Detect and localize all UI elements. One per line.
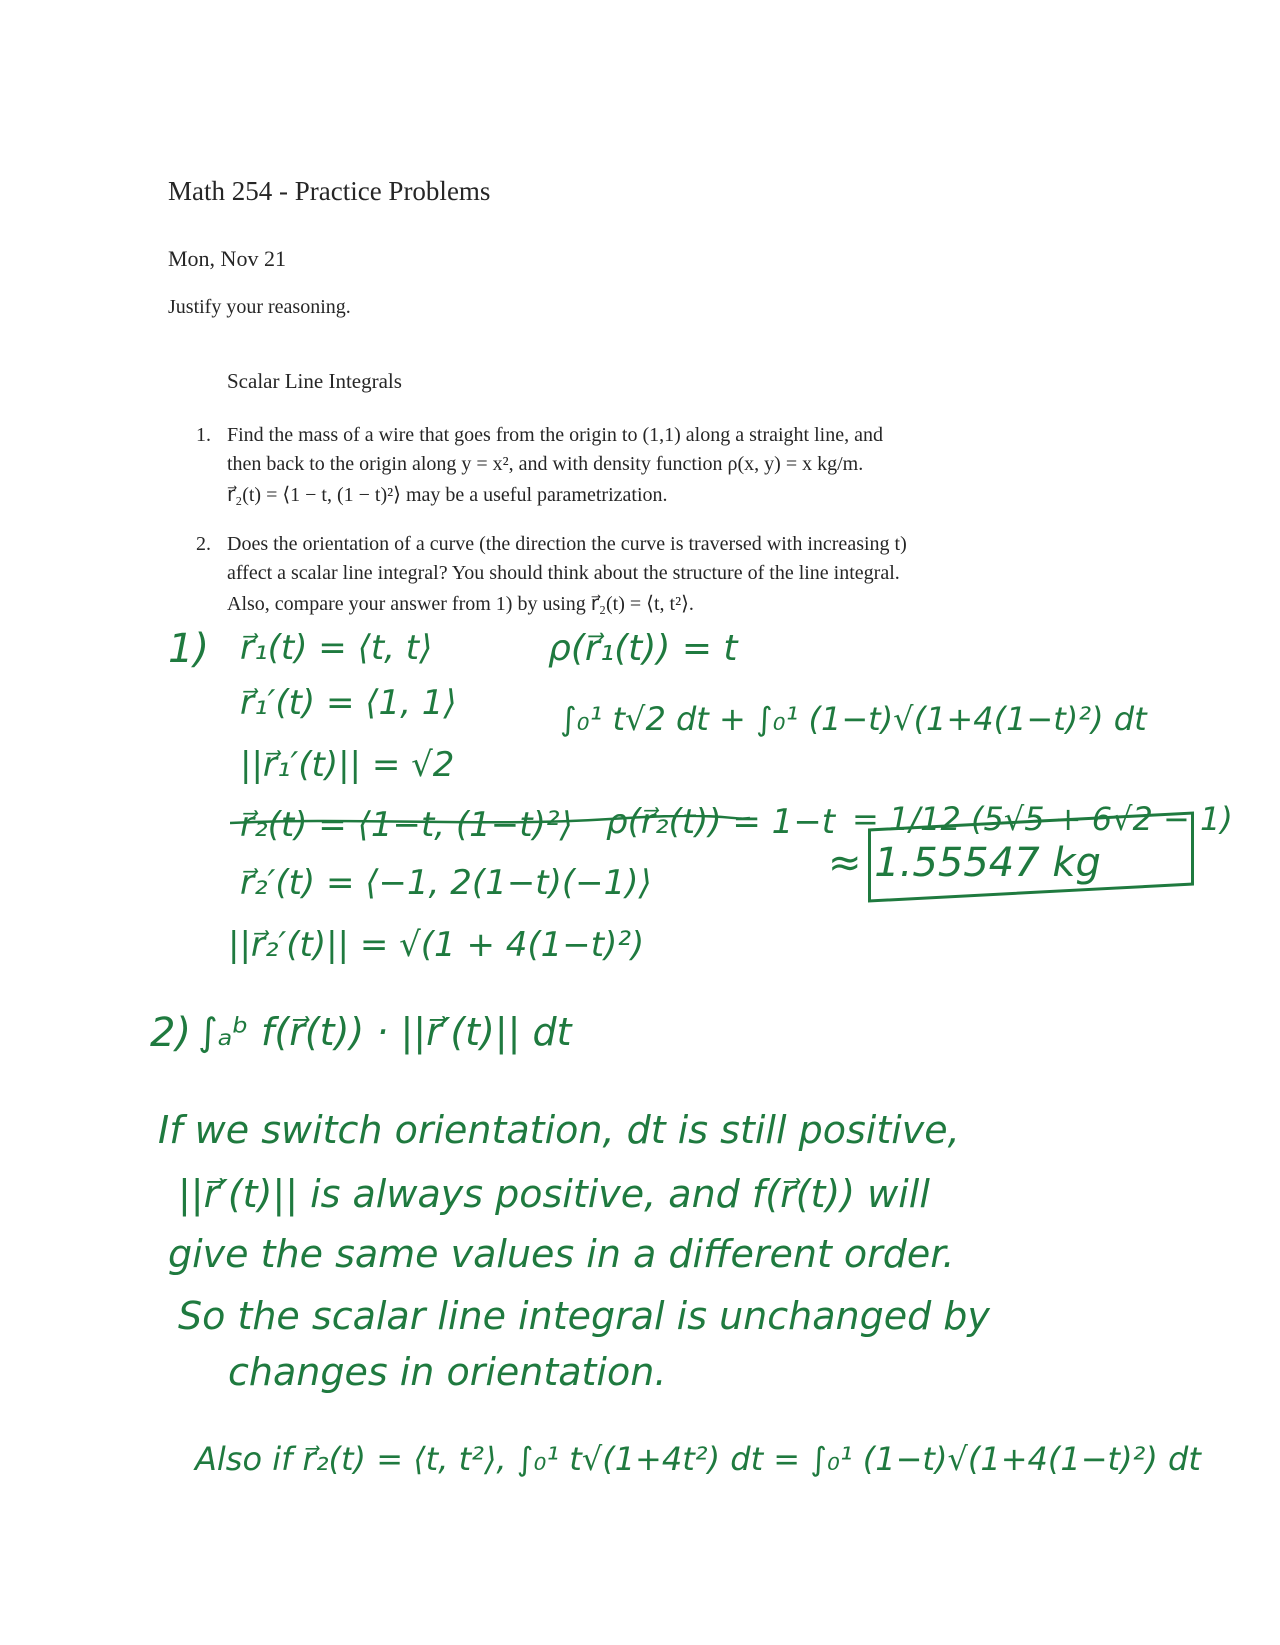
solution-2-line-2: ||r⃗′(t)|| is always positive, and f(r⃗(t)) will [178,1172,930,1216]
solution-1-approx-answer: ≈ 1.55547 kg [828,840,1101,886]
problem-2-line-1: Does the orientation of a curve (the direction the curve is traversed with increasing t) [227,533,907,555]
solution-1-norm1: ||r⃗₁′(t)|| = √2 [240,745,455,785]
problem-1-number: 1. [196,424,211,446]
solution-1-rho1: ρ(r⃗₁(t)) = t [548,628,738,669]
problem-1-line-3: r⃗₂(t) = ⟨1 − t, (1 − t)²⟩ may be a useful parametrization. [227,484,668,506]
solution-2-line-6: Also if r⃗₂(t) = ⟨t, t²⟩, ∫₀¹ t√(1+4t²) dt = ∫₀¹ (1−t)√(1+4(1−t)²) dt [195,1440,1201,1478]
solution-1-rho2: ρ(r⃗₂(t)) = 1−t [606,802,836,842]
problem-1-line-1: Find the mass of a wire that goes from the origin to (1,1) along a straight line, and [227,424,883,446]
problem-2-line-3: Also, compare your answer from 1) by using r⃗₂(t) = ⟨t, t²⟩. [227,593,694,615]
problem-2-number: 2. [196,533,211,555]
instruction-text: Justify your reasoning. [168,296,351,318]
solution-2-formula: ∫ₐᵇ f(r⃗(t)) · ||r⃗′(t)|| dt [198,1010,572,1054]
solution-2-line-5: changes in orientation. [228,1350,667,1394]
solution-1-r2-prime: r⃗₂′(t) = ⟨−1, 2(1−t)(−1)⟩ [240,863,652,903]
solution-2-label: 2) [150,1010,192,1056]
document-title: Math 254 - Practice Problems [168,176,491,206]
problem-1-line-2: then back to the origin along y = x², and with density function ρ(x, y) = x kg/m. [227,453,864,475]
solution-1-r1: r⃗₁(t) = ⟨t, t⟩ [240,628,433,668]
document-date: Mon, Nov 21 [168,246,286,271]
solution-1-integral: ∫₀¹ t√2 dt + ∫₀¹ (1−t)√(1+4(1−t)²) dt [560,700,1147,738]
problem-2-line-2: affect a scalar line integral? You should think about the structure of the line integral. [227,562,900,584]
solution-1-r2: r⃗₂(t) = ⟨1−t, (1−t)²⟩ [240,805,573,845]
solution-1-r1-prime: r⃗₁′(t) = ⟨1, 1⟩ [240,683,457,723]
solution-1-label: 1) [168,626,210,672]
solution-2-line-4: So the scalar line integral is unchanged by [178,1294,990,1338]
answer-box [868,811,1194,902]
solution-2-line-3: give the same values in a different order. [168,1232,955,1276]
solution-1-result: = 1/12 (5√5 + 6√2 − 1) [852,800,1233,838]
solution-2-line-1: If we switch orientation, dt is still positive, [158,1108,960,1152]
section-title: Scalar Line Integrals [227,369,402,393]
solution-1-norm2: ||r⃗₂′(t)|| = √(1 + 4(1−t)²) [228,925,645,965]
